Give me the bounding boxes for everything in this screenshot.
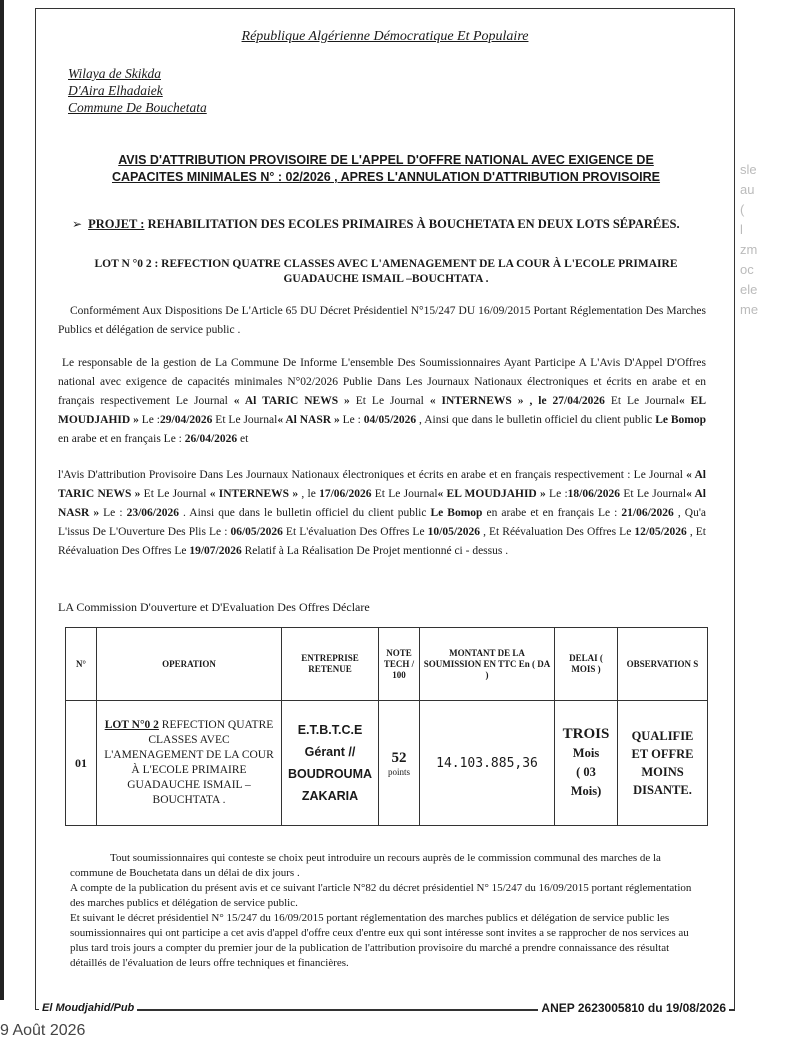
date-stamp: 9 Août 2026 [0, 1022, 86, 1039]
administrative-block [68, 65, 207, 116]
header-observation: OBSERVATION S [618, 628, 708, 701]
arrow-bullet-icon: ➢ [72, 217, 83, 231]
paragraph-attribution: l'Avis D'attribution Provisoire Dans Les Journaux Nationaux électroniques et écrits en arabe et en français respectivement : Le Journal « Al TARIC NEWS » Et Le Journal « INTERNEWS » , le 17/06/2026 Et Le Journal« EL MOUDJAHID » Le :18/06/2026 Et Le Journal« Al NASR » Le : 23/06/2026 . Ainsi que dans le bulletin officiel du client public Le Bomop en arabe et en français Le : 21/06/2026 , Qu'a L'issus De L'Ouverture Des Plis Le : 06/05/2026 Et L'évaluation Des Offres Le 10/05/2026 , Et Réévaluation Des Offres Le 12/05/2026 , Et Réévaluation Des Offres Le 19/07/2026 Relatif à La Réalisation De Projet mentionné ci - dessus . [58, 469, 707, 557]
daira-line: D'Aira Elhadaiek [68, 83, 163, 98]
lot-line-2: GUADAUCHE ISMAIL –BOUCHTATA . [283, 273, 489, 285]
header-operation: OPERATION [97, 628, 282, 701]
operation-lot-ref: LOT N°0 2 [104, 719, 159, 731]
projet-text: REHABILITATION DES ECOLES PRIMAIRES À BOUCHETATA EN DEUX LOTS SÉPARÉES. [147, 217, 680, 231]
anep-reference: ANEP 2623005810 du 19/08/2026 [538, 1001, 729, 1015]
adjacent-page-bleed: sle au ( l zm oc ele me [740, 162, 759, 317]
article-paragraph: A compte de la publication du présent avis et ce suivant l'article N°82 du décret présidentiel N° 15/247 du 16/09/2015 portant réglementation des marches publics et délégation de service public. [70, 882, 692, 909]
title-line-2: CAPACITES MINIMALES N° : 02/2026 , APRES L'ANNULATION D'ATTRIBUTION PROVISOIRE [111, 170, 661, 184]
cell-entreprise [282, 701, 379, 826]
decree-paragraph: Et suivant le décret présidentiel N° 15/247 du 16/09/2015 portant réglementation des marches publics et délégation de service public les soumissionnaires qui ont participe a cet avis d'appel d'offre ceux d'entre eux qui sont intéresse sont invites a se rapprocher de nos services au plus tard trois jours a compter du premier jour de la publication de l'attribution provisoire du marché a prendre connaissance des résultat détaillés de l'évaluation de leurs offre techniques et financières. [70, 912, 689, 969]
source-label: El Moudjahid/Pub [39, 1002, 137, 1014]
table-row [66, 701, 708, 826]
commune-line: Commune De Bouchetata [68, 100, 207, 115]
table-header-row [66, 628, 708, 701]
notice-title [76, 152, 696, 186]
notice-frame [35, 8, 735, 1010]
projet-line [72, 217, 712, 232]
header-entreprise: ENTREPRISE RETENUE [282, 628, 379, 701]
entreprise-surname: BOUDROUMA [287, 767, 373, 781]
recourse-paragraph: Tout soumissionnaires qui conteste se choix peut introduire un recours auprès de le commission communal des marches de la commune de Bouchetata dans un délai de dix jours . [70, 852, 661, 879]
cell-observation [618, 701, 708, 826]
obs-line-4: DISANTE. [633, 783, 692, 797]
header-delai: DELAI ( MOIS ) [555, 628, 618, 701]
commission-declaration: LA Commission D'ouverture et D'Evaluation Des Offres Déclare [58, 600, 370, 614]
operation-text: REFECTION QUATRE CLASSES AVEC L'AMENAGEMENT DE LA COUR À L'ECOLE PRIMAIRE GUADAUCHE ISMAIL – BOUCHTATA . [104, 719, 274, 806]
delai-unit: Mois [572, 746, 600, 760]
republique-heading: République Algérienne Démocratique Et Populaire [241, 29, 529, 44]
projet-label: PROJET : [88, 217, 145, 231]
obs-line-3: MOINS [641, 765, 684, 779]
cell-delai [555, 701, 618, 826]
header-note: NOTE TECH / 100 [379, 628, 420, 701]
recourse-notice [70, 851, 704, 971]
paragraph-legal-basis: Conformément Aux Dispositions De L'Article 65 DU Décret Présidentiel N°15/247 DU 16/09/2015 Portant Réglementation Des Marches Publics et délégation de service public . [58, 305, 706, 336]
wilaya-line: Wilaya de Skikda [68, 66, 161, 81]
delai-words: TROIS [562, 726, 610, 742]
delai-unit-2: Mois) [570, 784, 602, 798]
paragraph-publication: Le responsable de la gestion de La Commune De Informe L'ensemble Des Soumissionnaires Ayant Participe A L'Avis D'Appel D'Offres national avec exigence de capacités minimales N°02/2026 Publie Dans Les Journaux Nationaux électroniques et écrits en arabe et en français respectivement Le Journal « Al TARIC NEWS » Et Le Journal « INTERNEWS » , le 27/04/2026 Et Le Journal« EL MOUDJAHID » Le :29/04/2026 Et Le Journal« Al NASR » Le : 04/05/2026 , Ainsi que dans le bulletin officiel du client public Le Bomop en arabe et en français Le : 26/04/2026 et [58, 357, 707, 445]
cell-operation [97, 701, 282, 826]
lot-heading [66, 257, 706, 287]
cell-note [379, 701, 420, 826]
results-table [65, 627, 708, 826]
page-edge [0, 0, 4, 1000]
cell-num: 01 [66, 701, 97, 826]
entreprise-firstname: ZAKARIA [301, 789, 359, 803]
header-num: N° [66, 628, 97, 701]
entreprise-name: E.T.B.T.C.E [297, 723, 363, 737]
title-line-1: AVIS D'ATTRIBUTION PROVISOIRE DE L'APPEL D'OFFRE NATIONAL AVEC EXIGENCE DE [118, 153, 654, 167]
publication-footer [39, 1001, 735, 1016]
delai-number: ( 03 [576, 765, 596, 779]
entreprise-role: Gérant // [304, 745, 356, 759]
lot-line-1: LOT N °0 2 : REFECTION QUATRE CLASSES AVEC L'AMENAGEMENT DE LA COUR À L'ECOLE PRIMAIRE [94, 258, 678, 270]
note-unit: points [387, 766, 410, 777]
obs-line-2: ET OFFRE [631, 747, 694, 761]
cell-montant: 14.103.885,36 [420, 701, 555, 826]
header-montant: MONTANT DE LA SOUMISSION EN TTC En ( DA ) [420, 628, 555, 701]
note-value: 52 [391, 749, 407, 766]
obs-line-1: QUALIFIE [631, 729, 694, 743]
